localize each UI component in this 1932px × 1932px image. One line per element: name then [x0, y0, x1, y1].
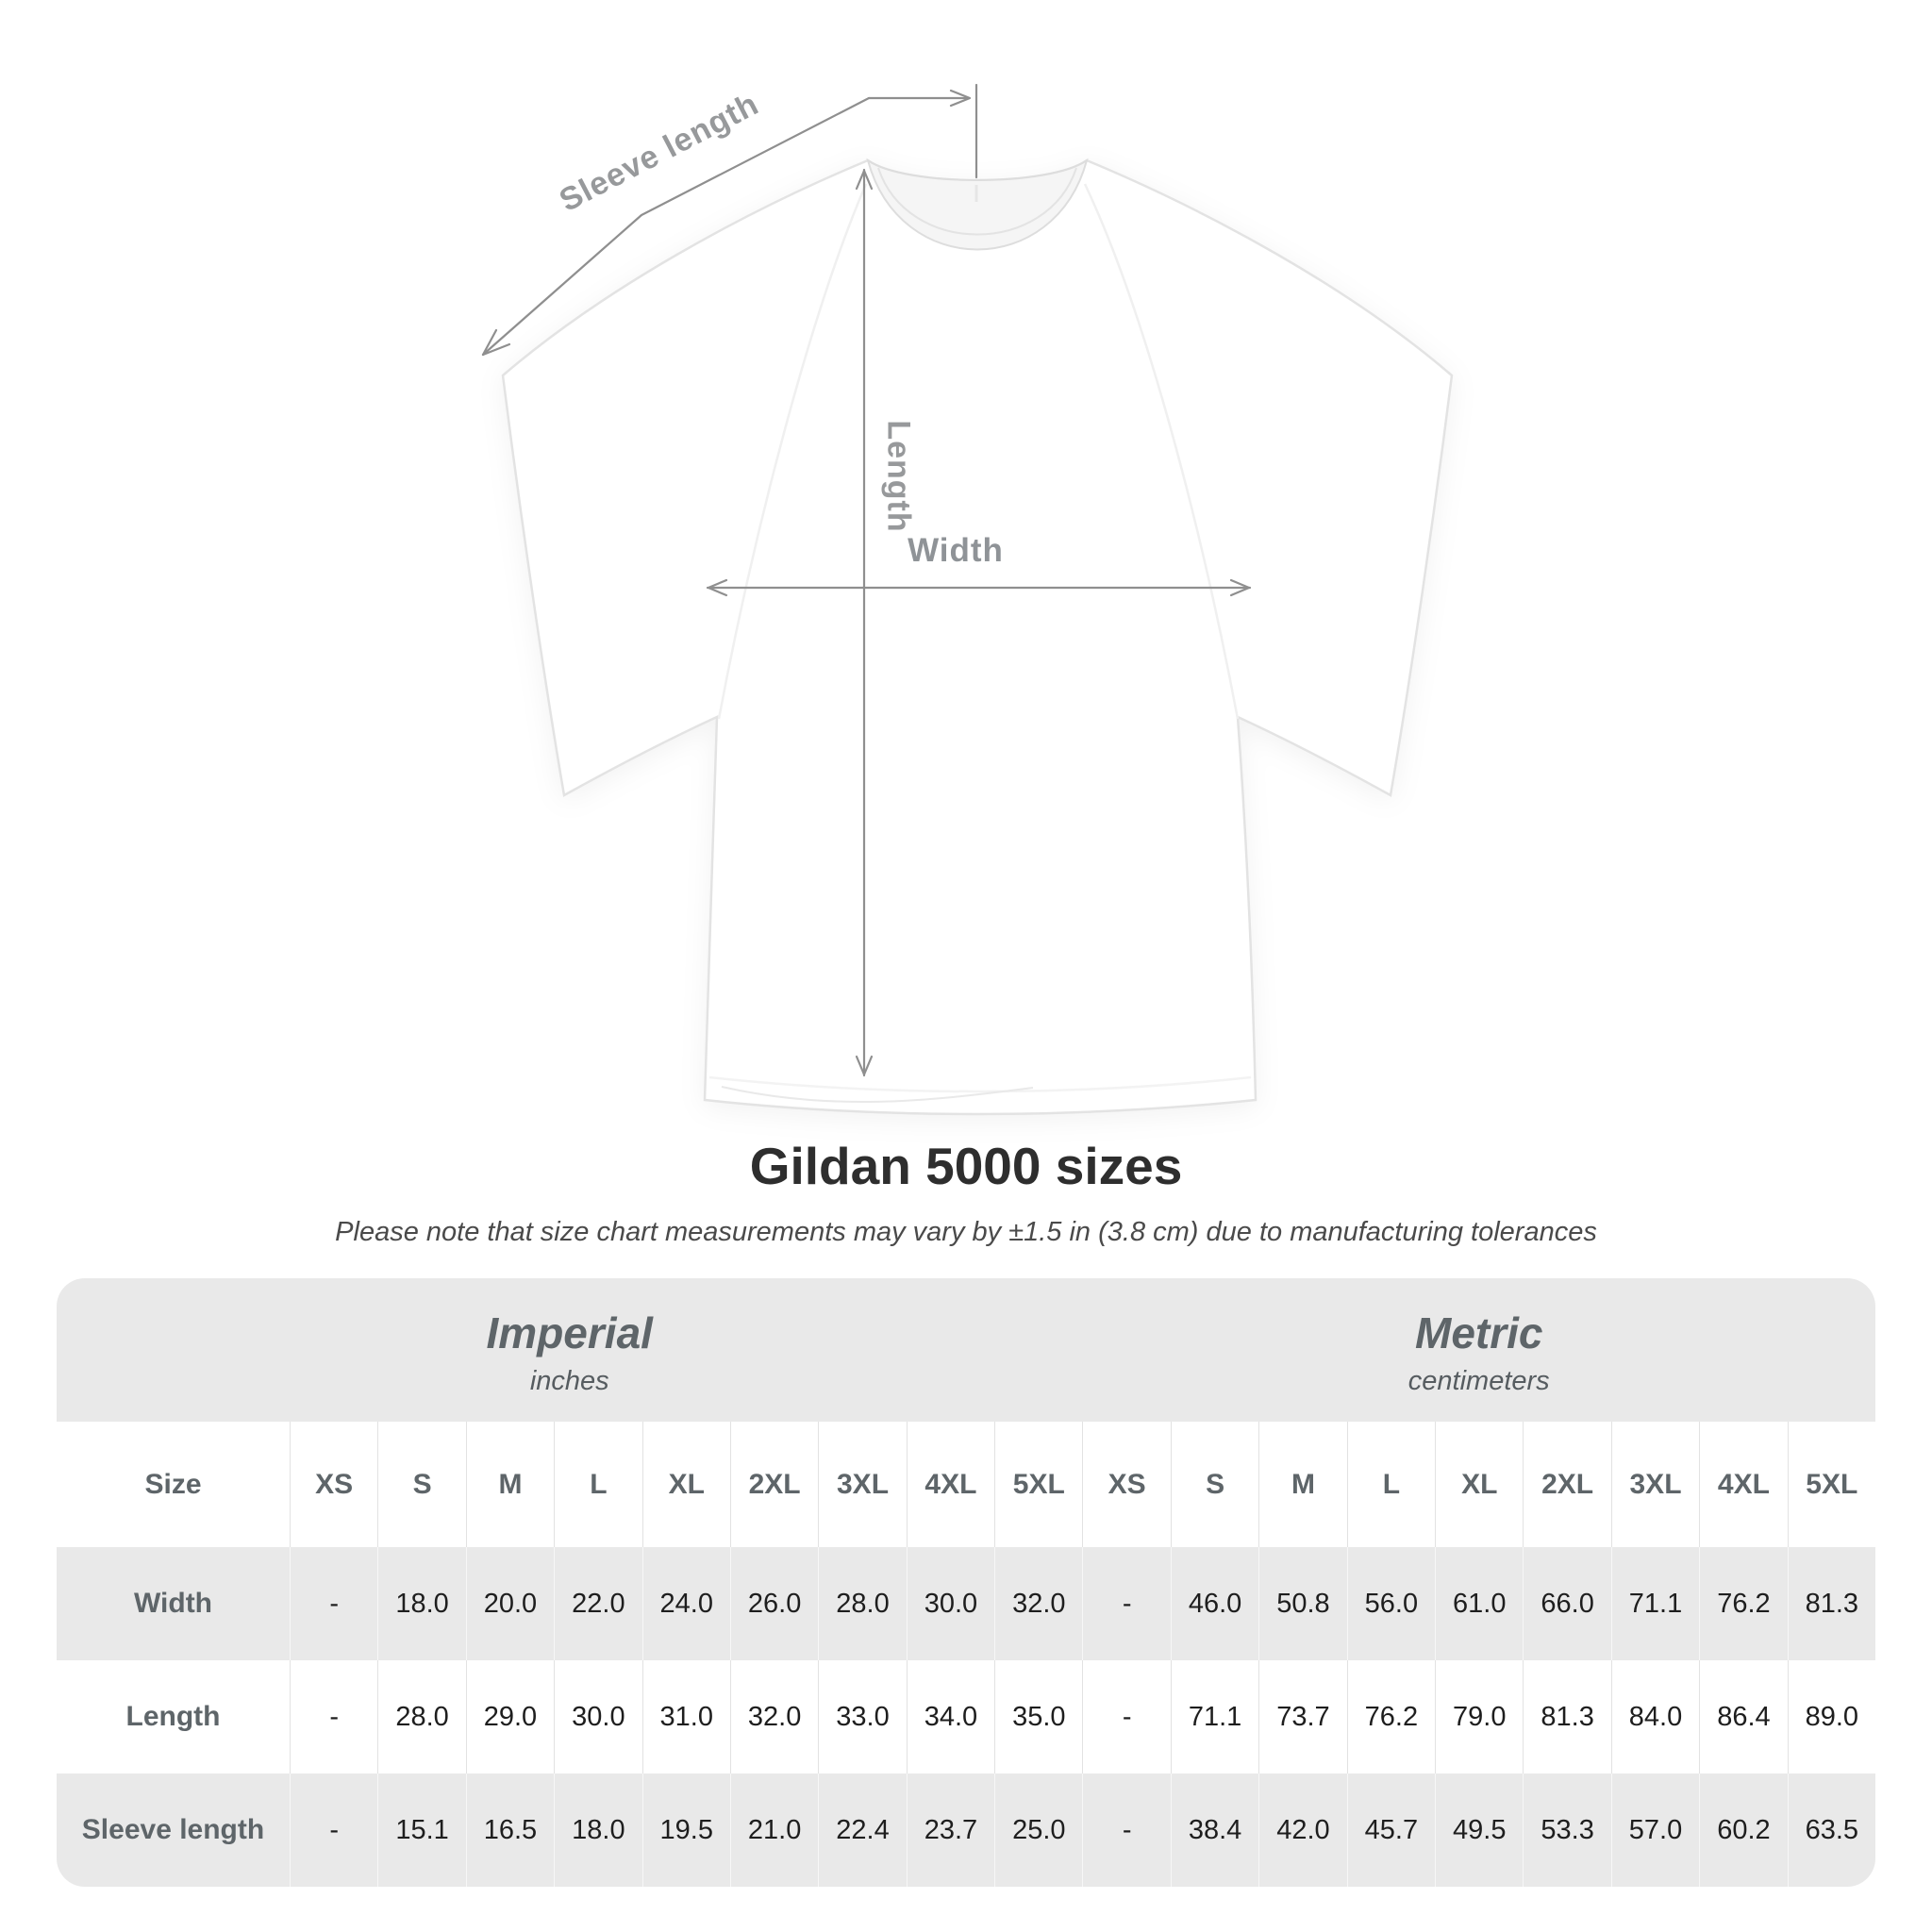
value-cell: 22.0 — [554, 1547, 641, 1660]
width-label: Width — [908, 532, 1004, 569]
value-cell: 19.5 — [642, 1774, 730, 1887]
value-cell: 49.5 — [1435, 1774, 1523, 1887]
metric-label: Metric — [1415, 1307, 1543, 1357]
value-cell: 45.7 — [1347, 1774, 1435, 1887]
page-title: Gildan 5000 sizes — [749, 1137, 1183, 1195]
value-cell: 76.2 — [1699, 1547, 1787, 1660]
value-cell: - — [1082, 1660, 1170, 1774]
value-cell: 20.0 — [466, 1547, 554, 1660]
imperial-label: Imperial — [486, 1307, 653, 1357]
value-cell: - — [1082, 1774, 1170, 1887]
value-cell: 33.0 — [818, 1660, 906, 1774]
value-cell: 79.0 — [1435, 1660, 1523, 1774]
size-col-header: S — [1171, 1422, 1258, 1547]
value-cell: 35.0 — [994, 1660, 1082, 1774]
size-col-header: 5XL — [994, 1422, 1082, 1547]
size-col-header: L — [1347, 1422, 1435, 1547]
size-col-header: 3XL — [1611, 1422, 1699, 1547]
value-cell: 26.0 — [730, 1547, 818, 1660]
value-cell: 23.7 — [907, 1774, 994, 1887]
sleeve-length-row — [57, 1774, 1875, 1887]
value-cell: 32.0 — [994, 1547, 1082, 1660]
value-cell: 81.3 — [1788, 1547, 1875, 1660]
size-corner-cell: Size — [144, 1468, 202, 1500]
value-cell: - — [290, 1547, 377, 1660]
unit-group-header-row — [57, 1278, 1875, 1422]
size-col-header: XL — [1435, 1422, 1523, 1547]
metric-sublabel: centimeters — [1407, 1365, 1550, 1396]
value-cell: 73.7 — [1258, 1660, 1346, 1774]
width-row — [57, 1547, 1875, 1660]
value-cell: 18.0 — [377, 1547, 465, 1660]
value-cell: 60.2 — [1699, 1774, 1787, 1887]
value-cell: 81.3 — [1523, 1660, 1610, 1774]
row-label: Width — [133, 1588, 213, 1619]
size-col-header: 2XL — [1523, 1422, 1610, 1547]
value-cell: 53.3 — [1523, 1774, 1610, 1887]
value-cell: 61.0 — [1435, 1547, 1523, 1660]
value-cell: 15.1 — [377, 1774, 465, 1887]
size-col-header: XL — [642, 1422, 730, 1547]
size-col-header: M — [466, 1422, 554, 1547]
value-cell: 46.0 — [1171, 1547, 1258, 1660]
value-cell: 30.0 — [907, 1547, 994, 1660]
value-cell: 86.4 — [1699, 1660, 1787, 1774]
value-cell: 28.0 — [377, 1660, 465, 1774]
length-row — [57, 1660, 1875, 1774]
value-cell: 32.0 — [730, 1660, 818, 1774]
size-table — [57, 1278, 1875, 1887]
value-cell: 30.0 — [554, 1660, 641, 1774]
size-col-header: 2XL — [730, 1422, 818, 1547]
value-cell: 31.0 — [642, 1660, 730, 1774]
value-cell: 71.1 — [1611, 1547, 1699, 1660]
value-cell: 24.0 — [642, 1547, 730, 1660]
value-cell: 16.5 — [466, 1774, 554, 1887]
size-col-header: M — [1258, 1422, 1346, 1547]
value-cell: 18.0 — [554, 1774, 641, 1887]
value-cell: 71.1 — [1171, 1660, 1258, 1774]
value-cell: 66.0 — [1523, 1547, 1610, 1660]
imperial-group-header — [57, 1278, 1083, 1422]
size-col-header: 3XL — [818, 1422, 906, 1547]
value-cell: 42.0 — [1258, 1774, 1346, 1887]
size-col-header: 4XL — [907, 1422, 994, 1547]
tshirt-outline — [503, 160, 1452, 1114]
value-cell: 34.0 — [907, 1660, 994, 1774]
value-cell: - — [290, 1660, 377, 1774]
value-cell: 57.0 — [1611, 1774, 1699, 1887]
row-label: Length — [125, 1701, 221, 1732]
value-cell: - — [290, 1774, 377, 1887]
page-subtitle: Please note that size chart measurements may vary by ±1.5 in (3.8 cm) due to manufacturing tolerances — [335, 1217, 1597, 1247]
value-cell: 56.0 — [1347, 1547, 1435, 1660]
sleeve-length-label: Sleeve length — [554, 86, 765, 220]
value-cell: 38.4 — [1171, 1774, 1258, 1887]
value-cell: 89.0 — [1788, 1660, 1875, 1774]
value-cell: 29.0 — [466, 1660, 554, 1774]
tshirt-graphic — [503, 160, 1452, 1114]
metric-group-header — [1083, 1278, 1876, 1422]
size-header-row — [57, 1422, 1875, 1547]
size-col-header: XS — [290, 1422, 377, 1547]
value-cell: 28.0 — [818, 1547, 906, 1660]
imperial-sublabel: inches — [529, 1365, 609, 1396]
size-col-header: 4XL — [1699, 1422, 1787, 1547]
size-col-header: S — [377, 1422, 465, 1547]
value-cell: 76.2 — [1347, 1660, 1435, 1774]
size-col-header: 5XL — [1788, 1422, 1875, 1547]
value-cell: 84.0 — [1611, 1660, 1699, 1774]
size-col-header: L — [554, 1422, 641, 1547]
value-cell: 50.8 — [1258, 1547, 1346, 1660]
row-label: Sleeve length — [81, 1814, 265, 1845]
length-label: Length — [880, 420, 917, 533]
value-cell: 25.0 — [994, 1774, 1082, 1887]
value-cell: - — [1082, 1547, 1170, 1660]
value-cell: 21.0 — [730, 1774, 818, 1887]
value-cell: 63.5 — [1788, 1774, 1875, 1887]
value-cell: 22.4 — [818, 1774, 906, 1887]
size-col-header: XS — [1082, 1422, 1170, 1547]
